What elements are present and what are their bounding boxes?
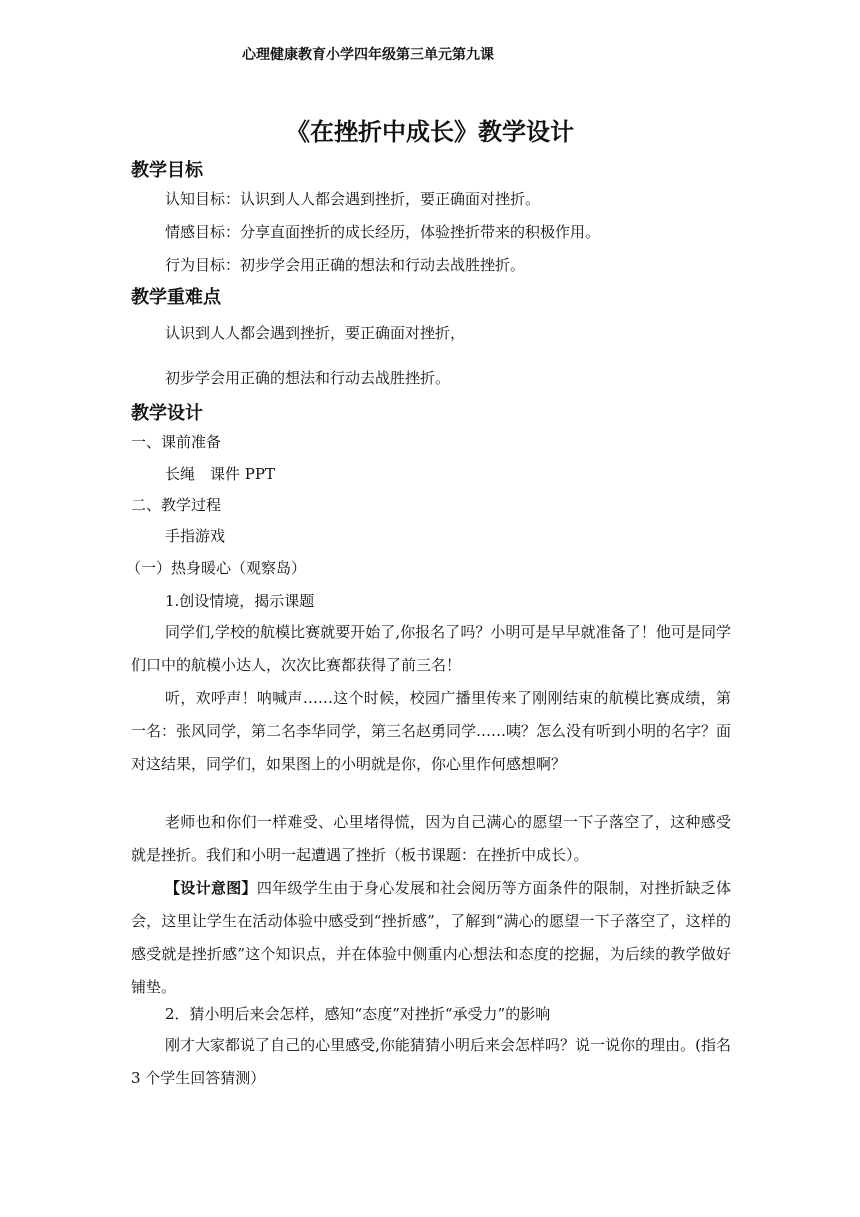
paragraph-1: 同学们,学校的航模比赛就要开始了,你报名了吗？小明可是早早就准备了！他可是同学们口中的航模小达人，次次比赛都获得了前三名！ <box>131 623 731 674</box>
paragraph-3: 老师也和你们一样难受、心里堵得慌，因为自己满心的愿望一下子落空了，这种感受就是挫折。我们和小明一起遭遇了挫折（板书课题：在挫折中成长）。 <box>131 813 731 864</box>
section-heading-difficulty: 教学重难点 <box>131 287 221 308</box>
difficulty-line-1: 认识到人人都会遇到挫折，要正确面对挫折， <box>165 324 466 342</box>
document-header: 心理健康教育小学四年级第三单元第九课 <box>242 47 494 63</box>
difficulty-line-2: 初步学会用正确的想法和行动去战胜挫折。 <box>165 369 451 387</box>
paragraph-5: 刚才大家都说了自己的心里感受,你能猜猜小明后来会怎样吗？说一说你的理由。(指名 3 个学生回答猜测） <box>131 1036 731 1087</box>
goal-behavioral: 行为目标：初步学会用正确的想法和行动去战胜挫折。 <box>165 256 526 274</box>
section-heading-design: 教学设计 <box>131 403 203 424</box>
paragraph-2: 听，欢呼声！呐喊声……这个时候，校园广播里传来了刚刚结束的航模比赛成绩，第一名：张风同学，第二名李华同学，第三名赵勇同学……咦？怎么没有听到小明的名字？面对这结果，同学们，如果图上的小明就是你，你心里作何感想啊？ <box>131 689 732 773</box>
document-title: 《在挫折中成长》教学设计 <box>286 118 574 146</box>
step-2-heading: 2．猜小明后来会怎样，感知“态度”对挫折“承受力”的影响 <box>165 1005 551 1023</box>
finger-game: 手指游戏 <box>165 527 226 545</box>
process-heading: 二、教学过程 <box>131 496 222 514</box>
design-intent-body: 四年级学生由于身心发展和社会阅历等方面条件的限制，对挫折缺乏体会，这里让学生在活动体验中感受到“挫折感”，了解到“满心的愿望一下子落空了，这样的感受就是挫折感”这个知识点，并在体验中侧重内心想法和态度的挖掘，为后续的教学做好铺垫。 <box>131 879 731 996</box>
design-intent-paragraph <box>131 872 731 1004</box>
step-1-heading: 1.创设情境，揭示课题 <box>165 592 315 610</box>
warmup-heading: （一）热身暖心（观察岛） <box>126 559 307 577</box>
design-intent-label: 【设计意图】 <box>165 879 257 897</box>
prep-items: 长绳 课件 PPT <box>165 465 275 483</box>
prep-heading: 一、课前准备 <box>131 433 222 451</box>
goal-cognitive: 认知目标：认识到人人都会遇到挫折，要正确面对挫折。 <box>165 190 541 208</box>
goal-emotional: 情感目标：分享直面挫折的成长经历，体验挫折带来的积极作用。 <box>165 223 601 241</box>
section-heading-goals: 教学目标 <box>131 160 203 181</box>
